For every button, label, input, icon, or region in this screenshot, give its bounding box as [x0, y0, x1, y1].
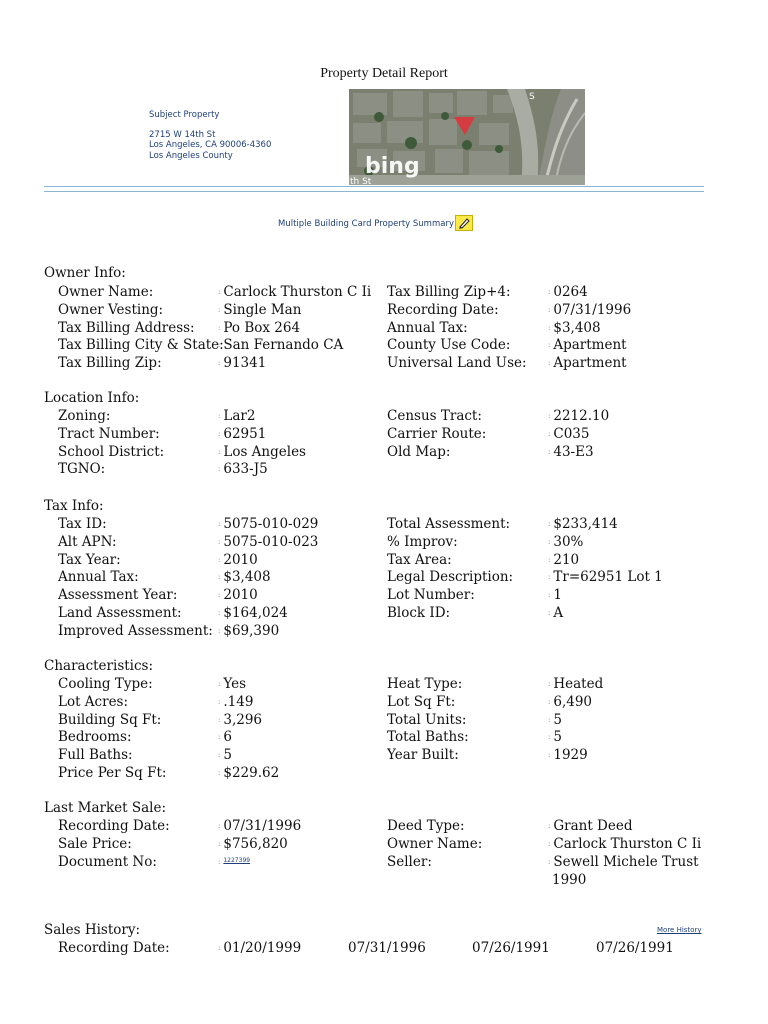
field-label: Price Per Sq Ft: [58, 765, 167, 781]
field-value: : $233,414 [548, 516, 618, 532]
field-label: Total Units: [387, 711, 467, 728]
table-row [0, 729, 768, 747]
field-label: Recording Date: [387, 301, 499, 318]
document-number-link[interactable]: 1227399 [223, 857, 251, 864]
table-row [0, 516, 768, 534]
field-value: : Single Man [218, 302, 301, 318]
field-label: Total Assessment: [387, 516, 511, 532]
field-label: Seller: [387, 854, 432, 870]
field-value: : 5075-010-029 [218, 516, 318, 532]
field-label: Lot Sq Ft: [387, 693, 456, 710]
field-value: : 2010 [218, 587, 258, 603]
table-row [0, 587, 768, 605]
field-value: : 91341 [218, 355, 266, 371]
field-label: Legal Description: [387, 569, 514, 586]
table-row [0, 337, 768, 355]
field-label: Tax Area: [387, 551, 452, 568]
field-value: : 1929 [548, 747, 588, 763]
field-label: Improved Assessment: [58, 622, 213, 639]
field-label: % Improv: [387, 533, 458, 550]
field-label: Tax Billing Zip+4: [387, 284, 511, 300]
field-value: : $69,390 [218, 623, 279, 639]
address-line-2: Los Angeles, CA 90006-4360 [149, 140, 272, 150]
field-label: Recording Date: [58, 940, 170, 956]
field-value: : 0264 [548, 284, 588, 300]
field-label: Zoning: [58, 408, 111, 424]
table-row [0, 408, 768, 426]
field-label: Owner Name: [58, 284, 154, 300]
divider-top [44, 186, 704, 187]
field-value: : Carlock Thurston C Ii [548, 836, 701, 852]
table-row [0, 284, 768, 302]
field-value: : C035 [548, 426, 589, 442]
aerial-map-graphic [349, 89, 585, 185]
subject-property-label: Subject Property [149, 110, 220, 120]
field-label: Annual Tax: [58, 569, 139, 586]
table-row [0, 676, 768, 694]
field-label: Lot Acres: [58, 693, 129, 710]
field-label: Tax Billing Zip: [58, 355, 162, 372]
field-value: : 210 [548, 552, 579, 568]
field-value: : 2010 [218, 552, 258, 568]
field-label: Land Assessment: [58, 605, 182, 621]
table-row [0, 320, 768, 338]
field-value: : $229.62 [218, 765, 279, 781]
history-date: 07/31/1996 [348, 940, 426, 956]
field-value: : 5 [218, 747, 232, 763]
field-label: Census Tract: [387, 408, 482, 424]
history-date: 07/26/1991 [472, 940, 550, 956]
field-value: : 6,490 [548, 694, 592, 710]
summary-link-text[interactable]: Multiple Building Card Property Summary [278, 219, 454, 229]
aerial-map-image[interactable] [349, 89, 585, 185]
field-value: : Po Box 264 [218, 320, 300, 336]
field-value: : San Fernando CA [218, 337, 343, 353]
field-label: Recording Date: [58, 818, 170, 834]
field-label: Carrier Route: [387, 425, 487, 442]
table-row [0, 605, 768, 623]
multiple-building-summary[interactable] [278, 213, 473, 229]
field-label: County Use Code: [387, 337, 511, 354]
section-sales-history: Sales History: [44, 922, 141, 938]
table-row [0, 426, 768, 444]
field-value: : .149 [218, 694, 253, 710]
field-value: : Apartment [548, 355, 627, 371]
field-value: : 5 [548, 712, 562, 728]
table-row [0, 461, 768, 479]
field-value: : Apartment [548, 337, 627, 353]
field-label: Deed Type: [387, 818, 465, 834]
history-date: : 01/20/1999 [218, 940, 301, 956]
field-label: Bedrooms: [58, 729, 132, 746]
field-value: : Grant Deed [548, 818, 633, 834]
field-value: : Los Angeles [218, 444, 306, 460]
address-line-1: 2715 W 14th St [149, 129, 216, 140]
more-history-link[interactable]: More History [657, 926, 702, 934]
field-label: Assessment Year: [58, 587, 178, 604]
table-row [0, 569, 768, 587]
sales-history-row [0, 940, 768, 958]
table-row [0, 836, 768, 854]
field-label: Annual Tax: [387, 319, 468, 336]
table-row [0, 818, 768, 836]
bing-logo: bing [365, 154, 420, 179]
field-value: : $164,024 [218, 605, 288, 621]
field-label: Tax ID: [58, 516, 107, 532]
document-no-value [218, 854, 250, 870]
section-tax-info: Tax Info: [44, 498, 104, 514]
table-row [0, 355, 768, 373]
field-value: : 2212.10 [548, 408, 609, 424]
map-street-label: th St [350, 177, 372, 185]
field-value: : 6 [218, 729, 232, 745]
table-row [0, 302, 768, 320]
table-row [0, 765, 768, 783]
map-street-label-2: S [529, 92, 535, 102]
history-date: 07/26/1991 [596, 940, 674, 956]
field-label: Block ID: [387, 605, 451, 621]
field-value: : 30% [548, 534, 583, 550]
field-value: : 5 [548, 729, 562, 745]
section-last-market-sale: Last Market Sale: [44, 800, 167, 816]
field-label: Alt APN: [58, 533, 117, 550]
field-label: Universal Land Use: [387, 355, 527, 372]
field-label: Year Built: [387, 747, 459, 764]
section-location-info: Location Info: [44, 390, 140, 406]
report-title: Property Detail Report [320, 66, 448, 81]
field-value: : Tr=62951 Lot 1 [548, 569, 663, 585]
field-label: Heat Type: [387, 676, 463, 692]
field-value: : 43-E3 [548, 444, 594, 460]
field-value: : Yes [218, 676, 246, 692]
field-value: : 07/31/1996 [218, 818, 301, 834]
field-value: : 3,296 [218, 712, 262, 728]
table-row [0, 712, 768, 730]
field-value: : Heated [548, 676, 603, 692]
field-label: Tract Number: [58, 425, 160, 442]
field-label: Owner Vesting: [58, 301, 164, 318]
field-label: Tax Billing Address: [58, 319, 195, 336]
field-label: Building Sq Ft: [58, 711, 162, 728]
field-value: : Carlock Thurston C Ii [218, 284, 371, 300]
table-row [0, 854, 768, 890]
field-label: Full Baths: [58, 747, 133, 764]
field-value: : 07/31/1996 [548, 302, 631, 318]
table-row [0, 444, 768, 462]
field-label: Old Map: [387, 443, 451, 460]
section-characteristics: Characteristics: [44, 658, 154, 674]
table-row [0, 747, 768, 765]
field-value: : 62951 [218, 426, 266, 442]
field-label: Document No: [58, 854, 157, 870]
field-value: : Lar2 [218, 408, 255, 424]
field-value: : $3,408 [548, 320, 601, 336]
pencil-edit-icon[interactable] [455, 215, 473, 231]
field-label: Owner Name: [387, 836, 483, 852]
table-row [0, 694, 768, 712]
field-label: TGNO: [58, 461, 106, 478]
field-value: : 5075-010-023 [218, 534, 318, 550]
table-row [0, 623, 768, 641]
field-value: : Sewell Michele Trust [548, 854, 699, 870]
field-value: : 633-J5 [218, 461, 268, 477]
table-row [0, 552, 768, 570]
section-owner-info: Owner Info: [44, 265, 126, 281]
field-label: School District: [58, 443, 165, 460]
subject-property-block [149, 110, 271, 161]
field-label: Total Baths: [387, 729, 469, 746]
field-label: Tax Year: [58, 551, 121, 568]
field-value: : $756,820 [218, 836, 288, 852]
field-value: : A [548, 605, 563, 621]
county: Los Angeles County [149, 150, 233, 161]
field-label: Sale Price: [58, 836, 132, 852]
field-value: : $3,408 [218, 569, 271, 585]
table-row [0, 534, 768, 552]
field-value-continued: 1990 [552, 872, 587, 888]
field-label: Cooling Type: [58, 676, 153, 692]
field-label: Lot Number: [387, 587, 475, 604]
divider-bottom [44, 191, 704, 192]
field-label: Tax Billing City & State: [58, 337, 224, 354]
field-value: : 1 [548, 587, 562, 603]
